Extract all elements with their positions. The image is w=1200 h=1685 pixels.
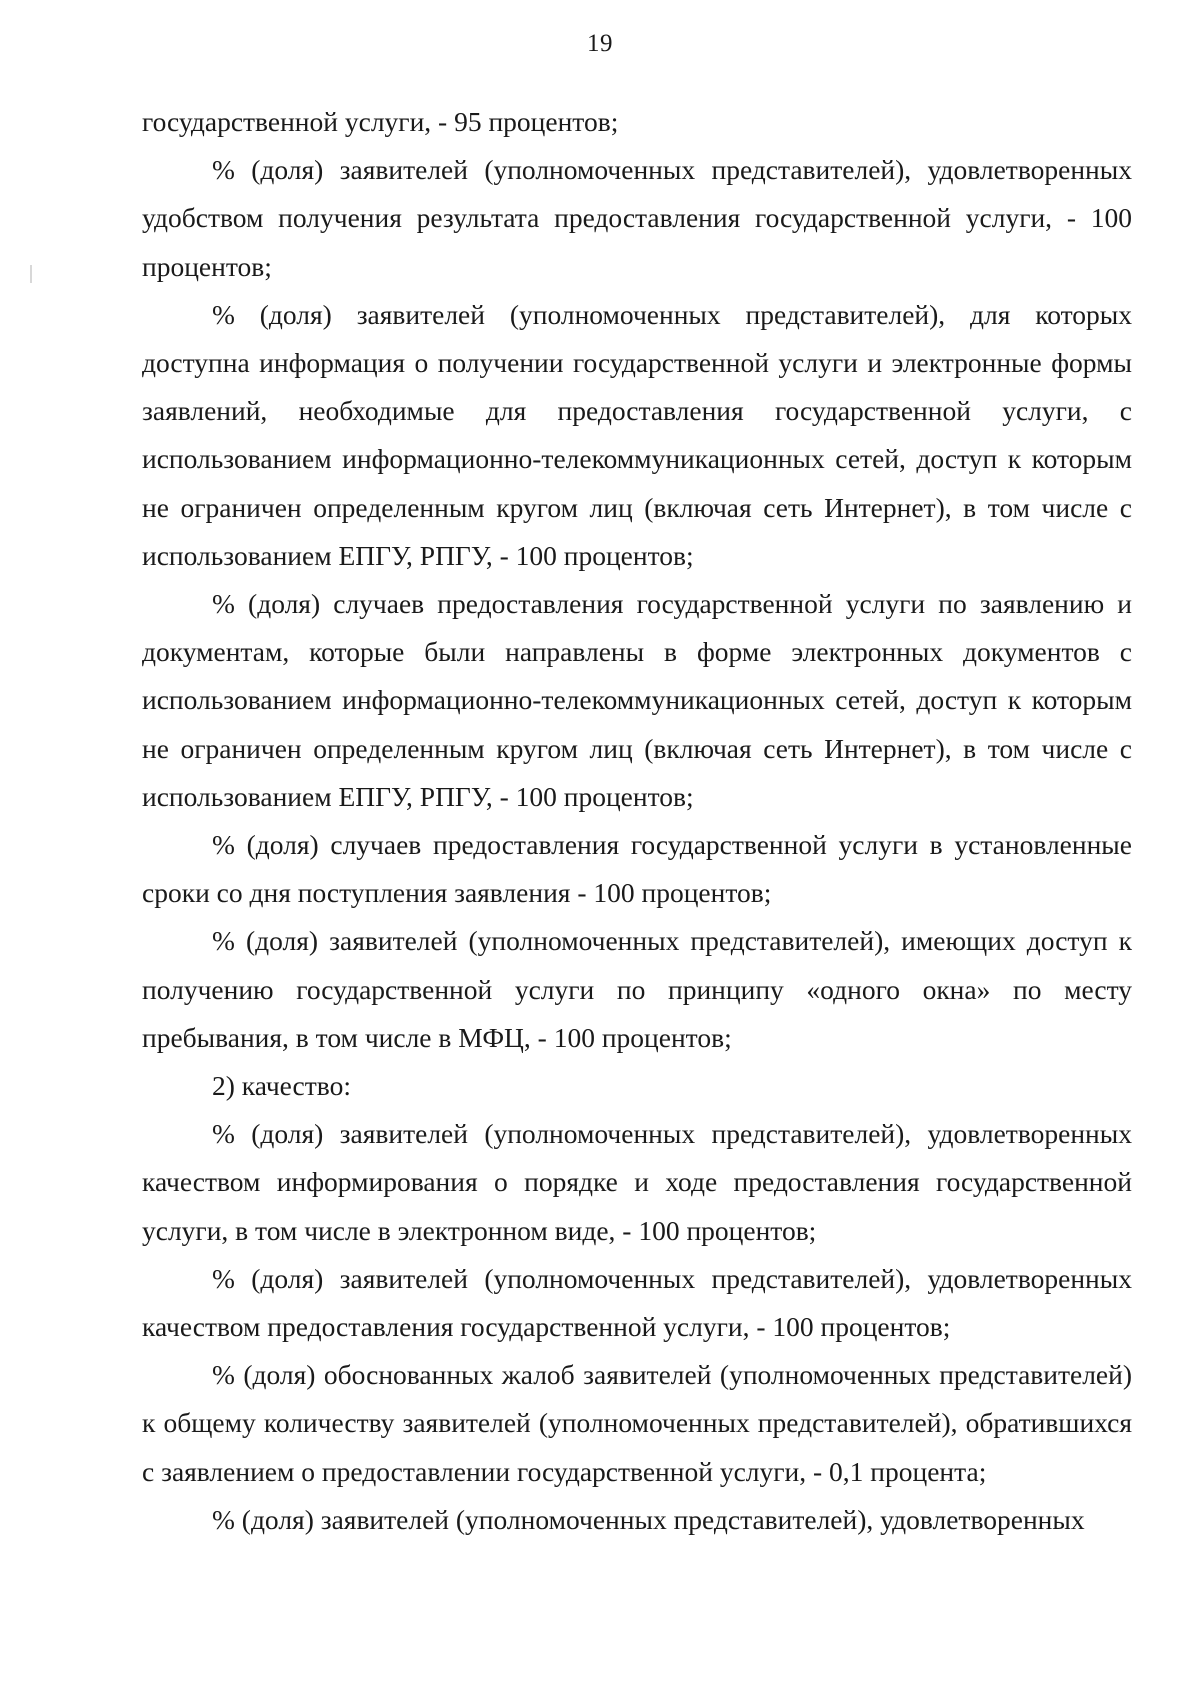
paragraph-info-availability: % (доля) заявителей (уполномоченных представителей), для которых доступна информация о получении государственной услуги и электронные формы заявлений, необходимые для предоставления государственной услуги, с использованием информационно-телекоммуникационных сетей, доступ к которым не ограничен определенным кругом лиц (включая сеть Интернет), в том числе с использованием ЕПГУ, РПГУ, - 100 процентов; (142, 298, 1132, 571)
document-body (142, 98, 1132, 1544)
page-number: 19 (587, 30, 613, 57)
paragraph-satisfaction-result: % (доля) заявителей (уполномоченных представителей), удовлетворенных удобством получения результата предоставления государственной услуги, - 100 процентов; (142, 154, 1132, 282)
paragraph-satisfied-partial: % (доля) заявителей (уполномоченных представителей), удовлетворенных (212, 1503, 1085, 1535)
paragraph-one-window: % (доля) заявителей (уполномоченных представителей), имеющих доступ к получению государственной услуги по принципу «одного окна» по месту пребывания, в том числе в МФЦ, - 100 процентов; (142, 925, 1132, 1053)
section-heading-quality: 2) качество: (212, 1070, 351, 1102)
paragraph-informing-quality: % (доля) заявителей (уполномоченных представителей), удовлетворенных качеством информирования о порядке и ходе предоставления государственной услуги, в том числе в электронном виде, - 100 процентов; (142, 1118, 1132, 1246)
scan-artifact (30, 265, 32, 283)
paragraph-deadlines: % (доля) случаев предоставления государственной услуги в установленные сроки со дня поступления заявления - 100 процентов; (142, 829, 1132, 909)
paragraph-continuation: государственной услуги, - 95 процентов; (142, 106, 619, 137)
paragraph-complaints: % (доля) обоснованных жалоб заявителей (уполномоченных представителей) к общему количеству заявителей (уполномоченных представителей), обратившихся с заявлением о предоставлении государственной услуги, - 0,1 процента; (142, 1359, 1132, 1487)
paragraph-service-quality: % (доля) заявителей (уполномоченных представителей), удовлетворенных качеством предоставления государственной услуги, - 100 процентов; (142, 1262, 1132, 1343)
paragraph-electronic-submission: % (доля) случаев предоставления государственной услуги по заявлению и документам, которые были направлены в форме электронных документов с использованием информационно-телекоммуникационных сетей, доступ к которым не ограничен определенным кругом лиц (включая сеть Интернет), в том числе с использованием ЕПГУ, РПГУ, - 100 процентов; (142, 588, 1132, 812)
